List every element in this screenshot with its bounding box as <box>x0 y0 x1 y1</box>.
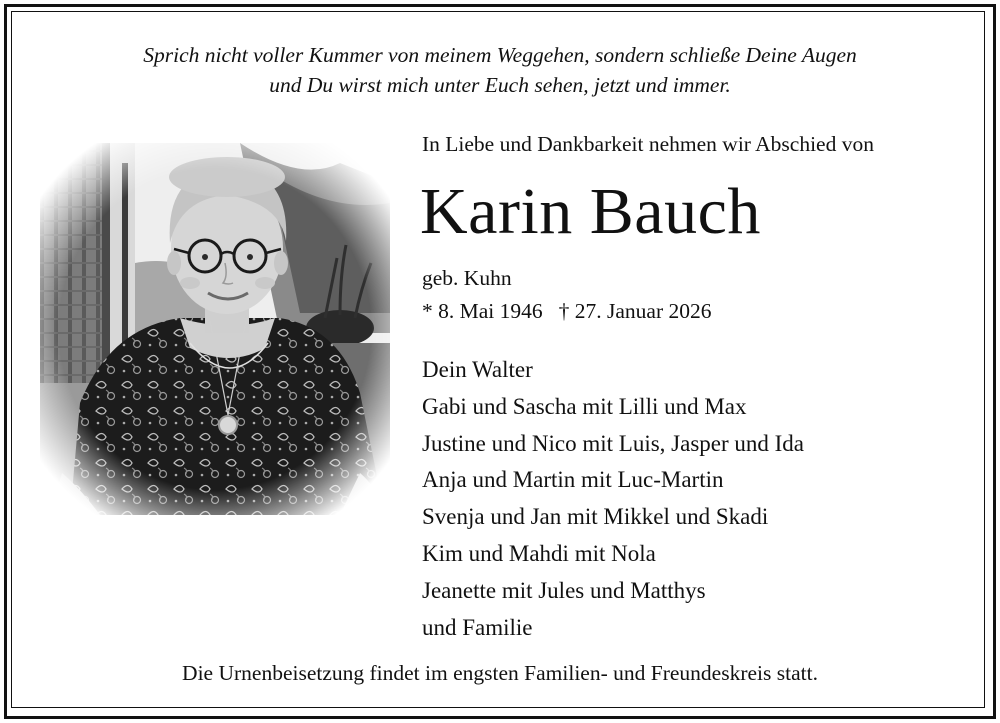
birth-date: * 8. Mai 1946 <box>422 299 543 323</box>
mourner-line: Svenja und Jan mit Mikkel und Skadi <box>422 504 769 530</box>
intro-text: In Liebe und Dankbarkeit nehmen wir Abschied von <box>422 132 874 156</box>
memorial-poem <box>0 40 1000 100</box>
mourner-line: und Familie <box>422 614 533 640</box>
portrait-photo <box>40 143 390 515</box>
mourner-line: Dein Walter <box>422 357 533 382</box>
mourners-list <box>422 352 804 646</box>
burial-notice: Die Urnenbeisetzung findet im engsten Familien- und Freundeskreis statt. <box>182 661 818 685</box>
maiden-name: geb. Kuhn <box>422 266 512 290</box>
deceased-name: Karin Bauch <box>420 175 761 248</box>
life-dates <box>422 299 712 324</box>
mourner-line: Jeanette mit Jules und Matthys <box>422 577 706 603</box>
death-date: † 27. Januar 2026 <box>558 299 712 323</box>
poem-line: Sprich nicht voller Kummer von meinem Weggehen, sondern schließe Deine Augen <box>143 43 857 67</box>
mourner-line: Justine und Nico mit Luis, Jasper und Ida <box>422 430 805 456</box>
mourner-line: Kim und Mahdi mit Nola <box>422 540 656 566</box>
mourner-line: Anja und Martin mit Luc-Martin <box>422 467 724 493</box>
poem-line: und Du wirst mich unter Euch sehen, jetzt und immer. <box>269 73 731 97</box>
mourner-line: Gabi und Sascha mit Lilli und Max <box>422 393 747 419</box>
